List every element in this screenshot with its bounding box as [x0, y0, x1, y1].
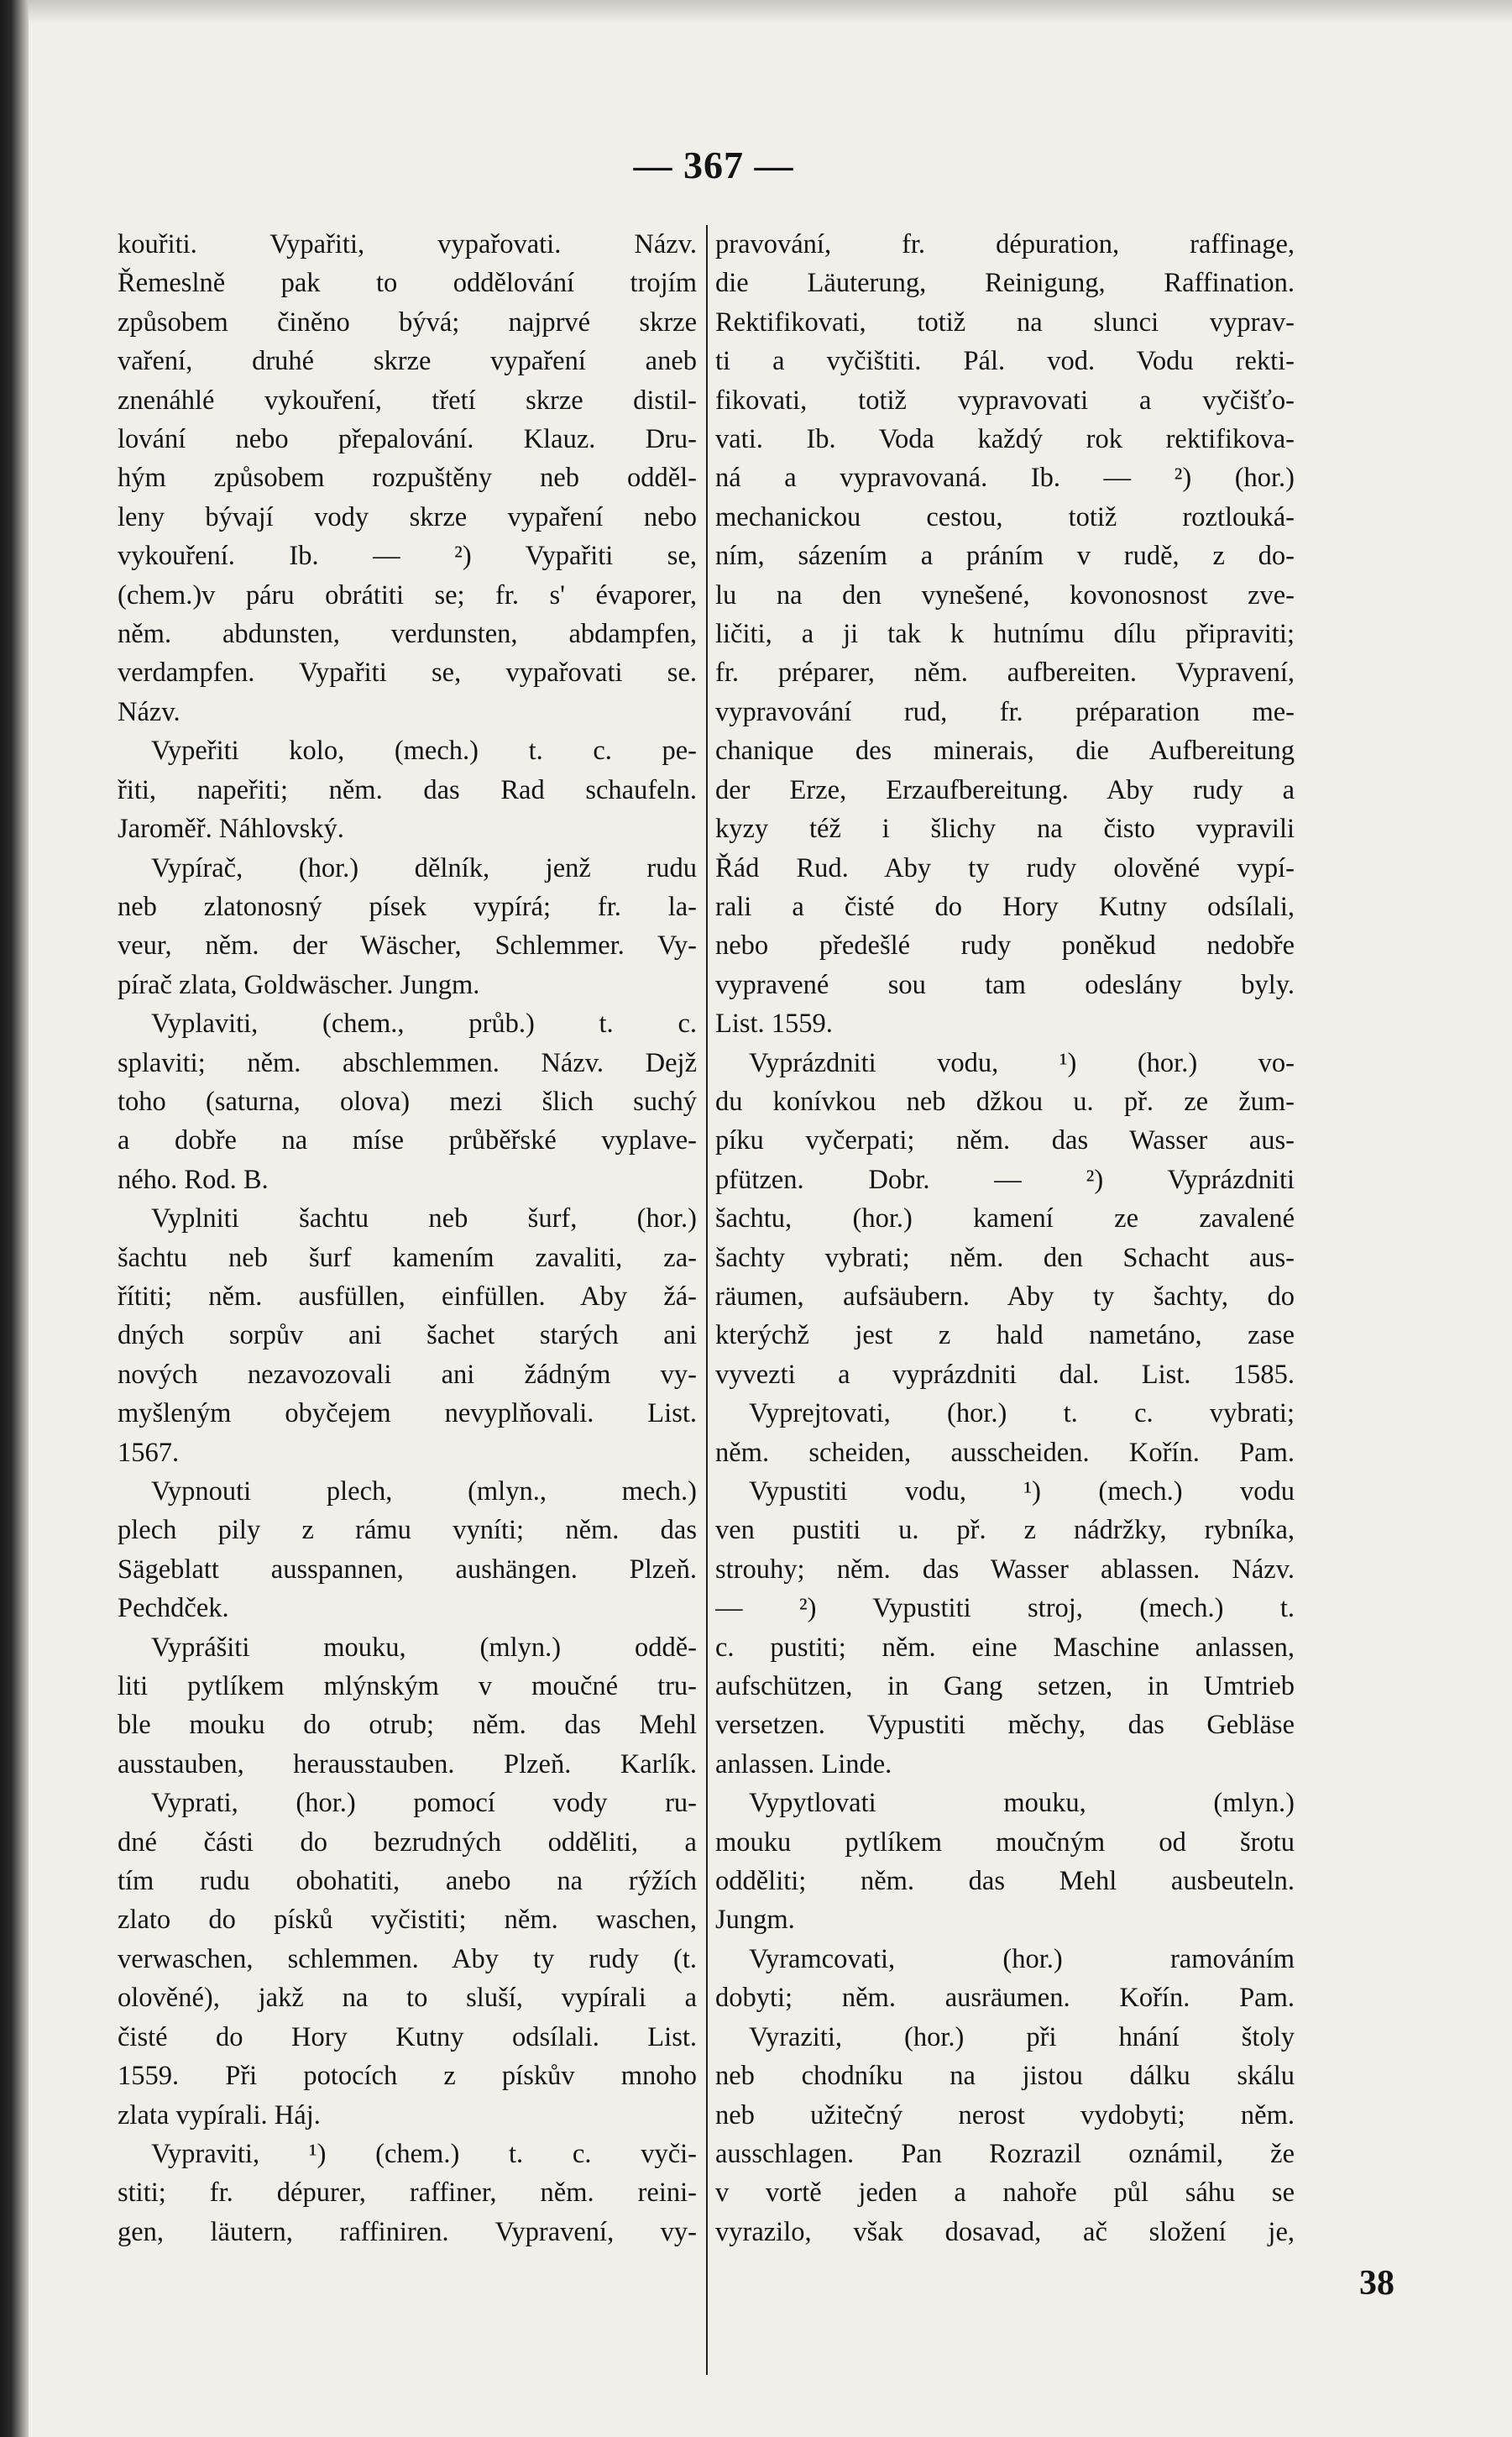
text-line: fr. préparer, něm. aufbereiten. Vypravení, [715, 658, 1295, 689]
text-line: fikovati, totiž vypravovati a vyčišťo- [715, 385, 1295, 416]
text-line: zlata vypírali. Háj. [118, 2099, 321, 2130]
text-line: hým způsobem rozpuštěny neb odděl- [118, 463, 697, 494]
text-line: splaviti; něm. abschlemmen. Názv. Dejž [118, 1047, 697, 1078]
scan-left-edge [0, 0, 29, 2437]
text-line: šachty vybrati; něm. den Schacht aus- [715, 1242, 1295, 1273]
text-line: Vypírač, (hor.) dělník, jenž rudu [151, 852, 697, 883]
text-line: řítiti; něm. ausfüllen, einfüllen. Aby žá- [118, 1281, 697, 1312]
text-line: vypravené sou tam odeslány byly. [715, 969, 1295, 1000]
text-line: plech pily z rámu vyníti; něm. das [118, 1515, 697, 1546]
text-line: tím rudu obohatiti, anebo na rýžích [118, 1866, 697, 1897]
text-line: du konívkou neb džkou u. př. ze žum- [715, 1086, 1295, 1117]
text-line: myšleným obyčejem nevyplňovali. List. [118, 1398, 697, 1429]
text-line: räumen, aufsäubern. Aby ty šachty, do [715, 1281, 1295, 1312]
text-line: ausschlagen. Pan Rozrazil oznámil, že [715, 2138, 1295, 2169]
text-line: znenáhlé vykouření, třetí skrze distil- [118, 385, 697, 416]
text-line: List. 1559. [715, 1009, 833, 1040]
text-line: neb chodníku na jistou dálku skálu [715, 2061, 1295, 2092]
text-line: 1567. [118, 1437, 180, 1468]
text-line: vyrazilo, však dosavad, ač složení je, [715, 2216, 1295, 2247]
text-line: něm. abdunsten, verdunsten, abdampfen, [118, 619, 697, 650]
text-line: versetzen. Vypustiti měchy, das Gebläse [715, 1710, 1295, 1741]
text-line: mechanickou cestou, totiž roztlouká- [715, 501, 1295, 532]
text-line: Rektifikovati, totiž na slunci vyprav- [715, 307, 1295, 338]
text-line: vyvezti a vyprázdniti dal. List. 1585. [715, 1359, 1295, 1390]
text-line: Pechdček. [118, 1593, 229, 1624]
text-line: verdampfen. Vypařiti se, vypařovati se. [118, 658, 697, 689]
text-line: ného. Rod. B. [118, 1164, 269, 1195]
text-line: zlato do písků vyčistiti; něm. waschen, [118, 1905, 697, 1936]
text-line: toho (saturna, olova) mezi šlich suchý [118, 1086, 697, 1117]
text-line: (chem.)v páru obrátiti se; fr. s' évaporer, [118, 579, 697, 611]
text-line: píku vyčerpati; něm. das Wasser aus- [715, 1125, 1295, 1156]
text-line: dné části do bezrudných odděliti, a [118, 1826, 697, 1858]
text-line: a dobře na míse průběřské vyplave- [118, 1125, 697, 1156]
text-line: Jungm. [715, 1905, 795, 1936]
text-line: ná a vypravovaná. Ib. — ²) (hor.) [715, 463, 1295, 494]
text-line: dných sorpův ani šachet starých ani [118, 1320, 697, 1351]
text-line: šachtu neb šurf kamením zavaliti, za- [118, 1242, 697, 1273]
text-line: nových nezavozovali ani žádným vy- [118, 1359, 697, 1390]
text-line: Vyprati, (hor.) pomocí vody ru- [151, 1788, 697, 1819]
text-line: — ²) Vypustiti stroj, (mech.) t. [715, 1593, 1295, 1624]
text-line: chanique des minerais, die Aufbereitung [715, 736, 1295, 767]
text-line: v vortě jeden a nahoře půl sáhu se [715, 2178, 1295, 2209]
text-line: Vypustiti vodu, ¹) (mech.) vodu [749, 1476, 1295, 1507]
text-line: nebo předešlé rudy poněkud nedobře [715, 930, 1295, 962]
text-line: pírač zlata, Goldwäscher. Jungm. [118, 969, 480, 1000]
text-line: něm. scheiden, ausscheiden. Kořín. Pam. [715, 1437, 1295, 1468]
text-line: verwaschen, schlemmen. Aby ty rudy (t. [118, 1943, 697, 1974]
text-line: Řemeslně pak to oddělování trojím [118, 268, 697, 299]
text-line: Vyprázdniti vodu, ¹) (hor.) vo- [749, 1047, 1295, 1078]
text-line: veur, něm. der Wäscher, Schlemmer. Vy- [118, 930, 697, 962]
text-line: rali a čisté do Hory Kutny odsílali, [715, 891, 1295, 922]
text-line: strouhy; něm. das Wasser ablassen. Názv. [715, 1554, 1295, 1585]
text-line: šachtu, (hor.) kamení ze zavalené [715, 1203, 1295, 1234]
text-line: ti a vyčištiti. Pál. vod. Vodu rekti- [715, 346, 1295, 377]
right-column [715, 225, 1295, 2375]
text-line: Vyramcovati, (hor.) ramováním [749, 1943, 1295, 1974]
text-line: leny bývají vody skrze vypaření nebo [118, 501, 697, 532]
text-line: pravování, fr. dépuration, raffinage, [715, 229, 1295, 259]
text-line: ausstauben, herausstauben. Plzeň. Karlík. [118, 1748, 697, 1779]
text-line: řiti, napeřiti; něm. das Rad schaufeln. [118, 774, 697, 805]
text-line: lování nebo přepalování. Klauz. Dru- [118, 424, 697, 455]
text-line: der Erze, Erzaufbereitung. Aby rudy a [715, 774, 1295, 805]
text-line: ble mouku do otrub; něm. das Mehl [118, 1710, 697, 1741]
text-line: anlassen. Linde. [715, 1748, 892, 1779]
text-line: olověné), jakž na to sluší, vypírali a [118, 1983, 697, 2014]
text-line: Názv. [118, 696, 180, 727]
signature-mark: 38 [1359, 2264, 1394, 2303]
text-line: Vyprášiti mouku, (mlyn.) oddě- [151, 1632, 697, 1663]
page-number: — 367 — [633, 144, 794, 186]
text-line: liti pytlíkem mlýnským v moučné tru- [118, 1671, 697, 1702]
text-line: lu na den vynešené, kovonosnost zve- [715, 579, 1295, 611]
text-line: Vypeřiti kolo, (mech.) t. c. pe- [151, 736, 697, 767]
left-column [118, 225, 697, 2375]
text-line: ličiti, a ji tak k hutnímu dílu připraviti; [715, 619, 1295, 650]
text-line: Vyplaviti, (chem., průb.) t. c. [151, 1009, 697, 1040]
text-line: odděliti; něm. das Mehl ausbeuteln. [715, 1866, 1295, 1897]
text-line: dobyti; něm. ausräumen. Kořín. Pam. [715, 1983, 1295, 2014]
text-line: neb zlatonosný písek vypírá; fr. la- [118, 891, 697, 922]
text-line: pfützen. Dobr. — ²) Vyprázdniti [715, 1164, 1295, 1195]
text-line: 1559. Při potocích z pískův mnoho [118, 2061, 697, 2092]
text-line: Vypytlovati mouku, (mlyn.) [749, 1788, 1295, 1819]
text-line: mouku pytlíkem moučným od šrotu [715, 1826, 1295, 1858]
text-line: vypravování rud, fr. préparation me- [715, 696, 1295, 727]
text-line: gen, läutern, raffiniren. Vypravení, vy- [118, 2216, 697, 2247]
text-line: Vypnouti plech, (mlyn., mech.) [151, 1476, 697, 1507]
text-line: Sägeblatt ausspannen, aushängen. Plzeň. [118, 1554, 697, 1585]
text-line: Jaroměř. Náhlovský. [118, 814, 344, 845]
text-line: Vyplniti šachtu neb šurf, (hor.) [151, 1203, 697, 1234]
column-divider [706, 225, 708, 2375]
text-line: ven pustiti u. př. z nádržky, rybníka, [715, 1515, 1295, 1546]
text-line: aufschützen, in Gang setzen, in Umtrieb [715, 1671, 1295, 1702]
text-line: Vypraviti, ¹) (chem.) t. c. vyči- [151, 2138, 697, 2169]
text-line: Vyprejtovati, (hor.) t. c. vybrati; [749, 1398, 1295, 1429]
text-line: kouřiti. Vypařiti, vypařovati. Názv. [118, 229, 697, 259]
text-line: neb užitečný nerost vydobyti; něm. [715, 2099, 1295, 2130]
text-line: Řád Rud. Aby ty rudy olověné vypí- [715, 852, 1295, 883]
text-line: kyzy též i šlichy na čisto vypravili [715, 814, 1295, 845]
text-line: kterýchž jest z hald nametáno, zase [715, 1320, 1295, 1351]
text-line: die Läuterung, Reinigung, Raffination. [715, 268, 1295, 299]
text-line: stiti; fr. dépurer, raffiner, něm. reini- [118, 2178, 697, 2209]
text-line: čisté do Hory Kutny odsílali. List. [118, 2021, 697, 2052]
text-line: ním, sázením a práním v rudě, z do- [715, 541, 1295, 572]
text-line: vati. Ib. Voda každý rok rektifikova- [715, 424, 1295, 455]
text-line: způsobem činěno bývá; najprvé skrze [118, 307, 697, 338]
text-line: c. pustiti; něm. eine Maschine anlassen, [715, 1632, 1295, 1663]
dictionary-page [118, 126, 1310, 2385]
text-line: vaření, druhé skrze vypaření aneb [118, 346, 697, 377]
scan-top-edge [29, 0, 1512, 24]
text-line: Vyraziti, (hor.) při hnání štoly [749, 2021, 1295, 2052]
text-line: vykouření. Ib. — ²) Vypařiti se, [118, 541, 697, 572]
text-columns [118, 225, 1310, 2383]
